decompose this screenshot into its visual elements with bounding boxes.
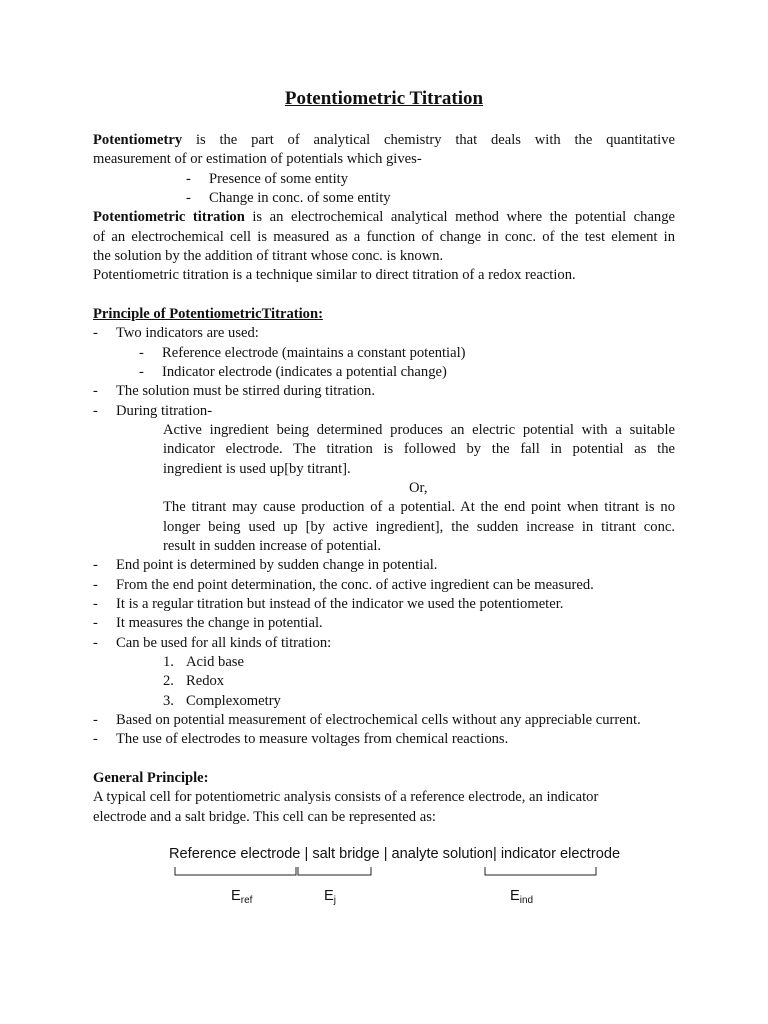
kind-acid-base: Acid base <box>186 654 244 670</box>
electrode-item-indicator: Indicator electrode (indicates a potential change) <box>162 364 447 380</box>
intro-line-5: the solution by the addition of titrant whose conc. is known. <box>93 248 444 264</box>
label-e-ind <box>510 888 533 906</box>
bullet-dash: - <box>93 383 98 399</box>
gives-dash-1: - <box>186 171 191 187</box>
label-e-ref-sub: ref <box>240 895 253 906</box>
bullet-dash: - <box>93 635 98 651</box>
kind-number-3: 3. <box>163 693 174 709</box>
bullet-dash: - <box>93 712 98 728</box>
bullet-during-titration: During titration- <box>116 403 213 419</box>
para2-line-3: result in sudden increase of potential. <box>163 538 382 554</box>
term-potentiometric-titration: Potentiometric titration <box>93 209 245 225</box>
intro-line-6: Potentiometric titration is a technique similar to direct titration of a redox reaction. <box>93 267 576 283</box>
bullet-dash: - <box>93 325 98 341</box>
label-e-ind-sub: ind <box>519 895 534 906</box>
gives-item-2: Change in conc. of some entity <box>209 190 391 206</box>
page-title: Potentiometric Titration <box>284 88 484 109</box>
kind-number-2: 2. <box>163 673 174 689</box>
electrode-dash-2: - <box>139 364 144 380</box>
label-e-ref <box>231 888 252 906</box>
bullet-dash: - <box>93 596 98 612</box>
bullet-electrodes-voltages: The use of electrodes to measure voltages from chemical reactions. <box>116 731 509 747</box>
general-line-1: A typical cell for potentiometric analysis consists of a reference electrode, an indicator <box>93 789 599 805</box>
label-e-ind-main: E <box>510 888 520 904</box>
bullet-dash: - <box>93 615 98 631</box>
bullet-end-point-conc: From the end point determination, the conc. of active ingredient can be measured. <box>116 577 594 593</box>
label-e-j-sub: j <box>333 895 336 906</box>
electrode-item-reference: Reference electrode (maintains a constant potential) <box>162 345 466 361</box>
bullet-dash: - <box>93 731 98 747</box>
or-text: Or, <box>409 480 428 496</box>
electrode-dash-1: - <box>139 345 144 361</box>
bullet-potential-measurement: Based on potential measurement of electrochemical cells without any appreciable current. <box>116 712 641 728</box>
kind-number-1: 1. <box>163 654 174 670</box>
intro-line-2: measurement of or estimation of potentials which gives- <box>93 151 422 167</box>
brace-ind-icon <box>484 866 598 880</box>
intro-line-4: of an electrochemical cell is measured as a function of change in conc. of the test element in <box>93 229 675 245</box>
intro-line-1 <box>93 131 675 150</box>
bullet-regular-titration: It is a regular titration but instead of the indicator we used the potentiometer. <box>116 596 564 612</box>
intro-line-3-text: is an electrochemical analytical method where the potential change <box>244 209 675 225</box>
bullet-measures-change: It measures the change in potential. <box>116 615 323 631</box>
gives-dash-2: - <box>186 190 191 206</box>
para1-line-2: indicator electrode. The titration is followed by the fall in potential as the <box>163 441 675 457</box>
brace-junction-icon <box>297 866 373 880</box>
bullet-dash: - <box>93 403 98 419</box>
cell-representation: Reference electrode | salt bridge | analyte solution| indicator electrode <box>169 846 621 862</box>
label-e-ref-main: E <box>231 888 241 904</box>
intro-line-1-text: is the part of analytical chemistry that deals with the quantitative <box>182 132 675 148</box>
intro-line-3 <box>93 208 675 227</box>
bullet-two-indicators: Two indicators are used: <box>116 325 259 341</box>
kind-complexometry: Complexometry <box>186 693 281 709</box>
para1-line-1: Active ingredient being determined produces an electric potential with a suitable <box>163 422 675 438</box>
para2-line-1: The titrant may cause production of a potential. At the end point when titrant is no <box>163 499 675 515</box>
general-principle-heading: General Principle: <box>93 770 209 786</box>
para2-line-2: longer being used up [by active ingredient], the sudden increase in titrant conc. <box>163 519 675 535</box>
kind-redox: Redox <box>186 673 225 689</box>
principle-heading: Principle of PotentiometricTitration: <box>93 306 323 322</box>
gives-item-1: Presence of some entity <box>209 171 349 187</box>
label-e-j <box>324 888 336 906</box>
term-potentiometry: Potentiometry <box>93 132 183 148</box>
general-line-2: electrode and a salt bridge. This cell can be represented as: <box>93 809 436 825</box>
bullet-stirred: The solution must be stirred during titration. <box>116 383 376 399</box>
label-e-j-main: E <box>324 888 334 904</box>
bullet-end-point: End point is determined by sudden change in potential. <box>116 557 438 573</box>
bullet-all-kinds: Can be used for all kinds of titration: <box>116 635 332 651</box>
para1-line-3: ingredient is used up[by titrant]. <box>163 461 351 477</box>
bullet-dash: - <box>93 577 98 593</box>
bullet-dash: - <box>93 557 98 573</box>
brace-ref-icon <box>174 866 298 880</box>
